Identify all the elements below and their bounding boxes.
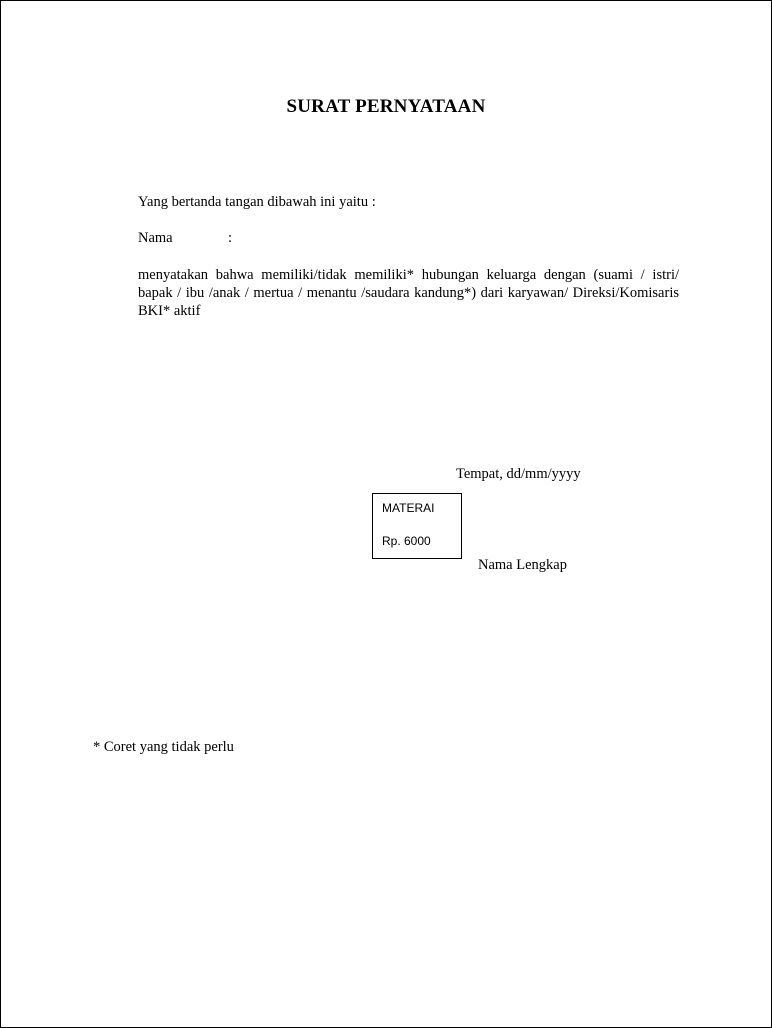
- place-date: Tempat, dd/mm/yyyy: [456, 466, 581, 482]
- statement-paragraph: menyatakan bahwa memiliki/tidak memiliki* hubungan keluarga dengan (suami / istri/ bapak / ibu /anak / mertua / menantu /saudara kandung*) dari karyawan/ Direksi/Komisaris BKI* aktif: [138, 267, 679, 319]
- name-label: Nama: [138, 230, 173, 246]
- full-name-label: Nama Lengkap: [478, 557, 567, 573]
- document-title: SURAT PERNYATAAN: [286, 96, 486, 117]
- name-colon: :: [228, 230, 233, 246]
- stamp-value: Rp. 6000: [382, 534, 431, 548]
- footnote: * Coret yang tidak perlu: [93, 739, 234, 755]
- stamp-box: [372, 493, 462, 559]
- intro-text: Yang bertanda tangan dibawah ini yaitu :: [138, 194, 376, 210]
- stamp-title: MATERAI: [382, 501, 435, 515]
